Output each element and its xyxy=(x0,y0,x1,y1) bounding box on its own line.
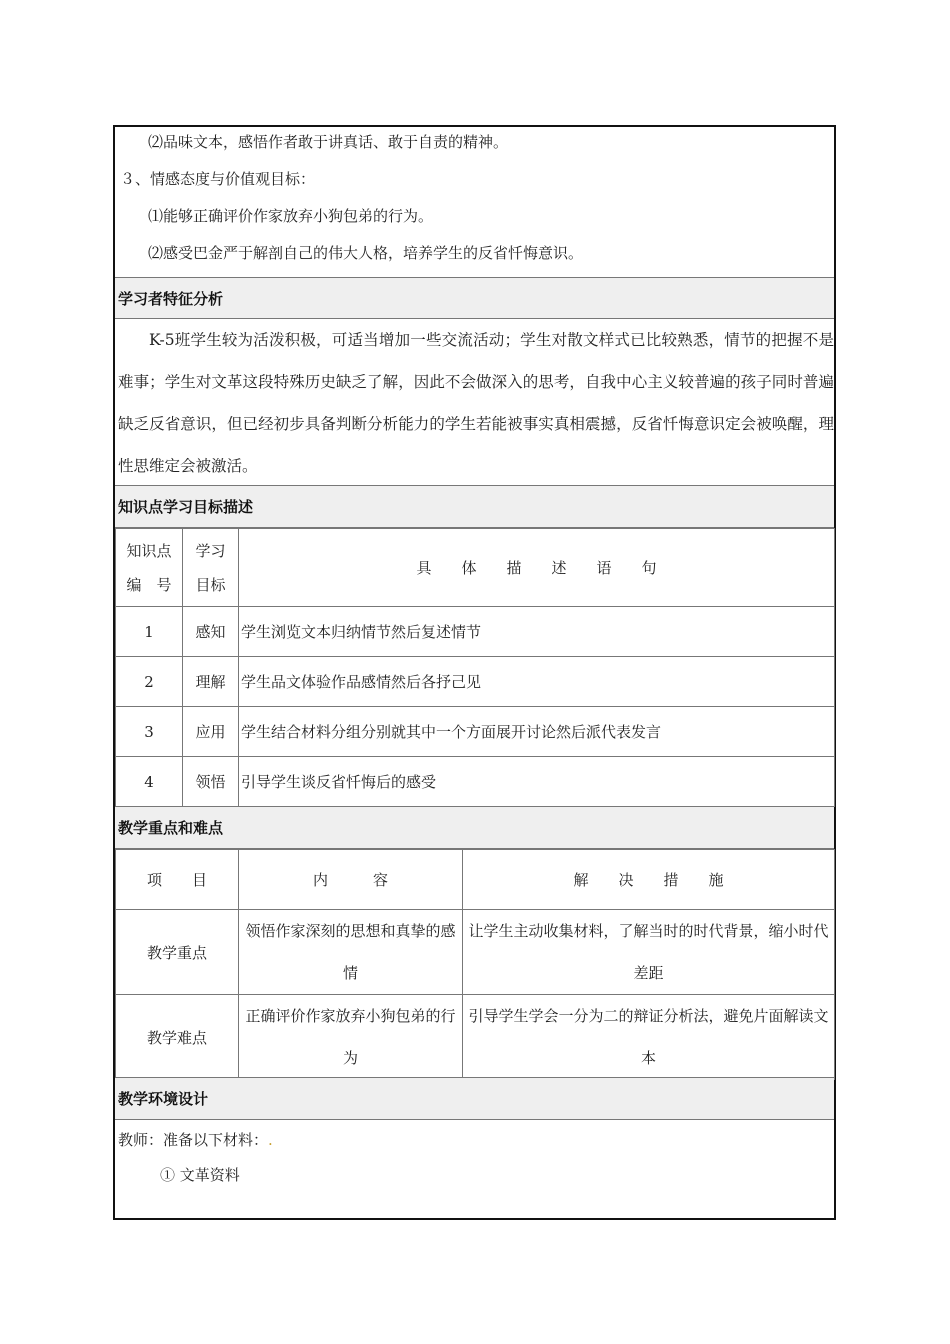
environment-teacher-text: 教师：准备以下材料： xyxy=(118,1131,269,1149)
focus-table xyxy=(115,849,835,1080)
knowledge-col-goal-header xyxy=(183,529,239,607)
focus-solution: 引导学生学会一分为二的辩证分析法，避免片面解读文本 xyxy=(463,995,835,1080)
knowledge-desc: 学生结合材料分组分别就其中一个方面展开讨论然后派代表发言 xyxy=(239,707,835,757)
focus-col-item-header: 项 目 xyxy=(116,850,239,910)
focus-item: 教学重点 xyxy=(116,910,239,995)
knowledge-col-desc-header: 具 体 描 述 语 句 xyxy=(239,529,835,607)
knowledge-col-number-header xyxy=(116,529,183,607)
knowledge-desc: 学生品文体验作品感情然后各抒己见 xyxy=(239,657,835,707)
focus-content: 正确评价作家放弃小狗包弟的行为 xyxy=(239,995,463,1080)
table-row xyxy=(116,757,835,807)
learner-heading: 学习者特征分析 xyxy=(118,290,224,308)
knowledge-desc: 学生浏览文本归纳情节然后复述情节 xyxy=(239,607,835,657)
knowledge-num: 4 xyxy=(116,757,183,807)
focus-col-content-header: 内 容 xyxy=(239,850,463,910)
knowledge-num: 2 xyxy=(116,657,183,707)
knowledge-col-number-b: 编 号 xyxy=(126,575,172,594)
knowledge-table xyxy=(115,528,835,807)
environment-line-2: ① 文革资料 xyxy=(160,1166,240,1184)
knowledge-col-goal-b: 目标 xyxy=(195,575,226,594)
environment-line-1 xyxy=(118,1129,273,1150)
table-row xyxy=(116,657,835,707)
knowledge-goal: 理解 xyxy=(183,657,239,707)
focus-col-solution-header: 解 决 措 施 xyxy=(463,850,835,910)
learner-paragraph: K-5班学生较为活泼积极，可适当增加一些交流活动；学生对散文样式已比较熟悉，情节的把握不是难事；学生对文革这段特殊历史缺乏了解，因此不会做深入的思考，自我中心主义较普遍的孩子同时普遍缺乏反省意识，但已经初步具备判断分析能力的学生若能被事实真相震撼，反省忏悔意识定会被唤醒，理性思维定会被激活。 xyxy=(118,331,834,475)
focus-solution: 让学生主动收集材料，了解当时的时代背景，缩小时代差距 xyxy=(463,910,835,995)
objective-line-3: ⑴能够正确评价作家放弃小狗包弟的行为。 xyxy=(148,207,434,225)
objective-line-2: ３、情感态度与价值观目标： xyxy=(120,170,316,188)
focus-item: 教学难点 xyxy=(116,995,239,1080)
knowledge-col-goal-a: 学习 xyxy=(195,541,226,560)
learner-heading-bar xyxy=(115,277,834,319)
table-row xyxy=(116,995,835,1080)
environment-heading-bar xyxy=(115,1077,834,1120)
focus-content: 领悟作家深刻的思想和真挚的感情 xyxy=(239,910,463,995)
knowledge-num: 3 xyxy=(116,707,183,757)
knowledge-col-number-a: 知识点 xyxy=(126,541,172,560)
lesson-plan-table xyxy=(113,125,836,1220)
knowledge-goal: 领悟 xyxy=(183,757,239,807)
knowledge-goal: 应用 xyxy=(183,707,239,757)
table-row xyxy=(116,707,835,757)
knowledge-heading-bar xyxy=(115,485,834,528)
focus-heading-bar xyxy=(115,806,834,849)
table-row xyxy=(116,910,835,995)
knowledge-heading: 知识点学习目标描述 xyxy=(118,498,254,516)
focus-heading: 教学重点和难点 xyxy=(118,819,224,837)
mark-dot: . xyxy=(268,1131,273,1149)
knowledge-desc: 引导学生谈反省忏悔后的感受 xyxy=(239,757,835,807)
knowledge-num: 1 xyxy=(116,607,183,657)
knowledge-goal: 感知 xyxy=(183,607,239,657)
table-row xyxy=(116,607,835,657)
objective-line-1: ⑵品味文本，感悟作者敢于讲真话、敢于自责的精神。 xyxy=(148,133,509,151)
objective-line-4: ⑵感受巴金严于解剖自己的伟大人格，培养学生的反省忏悔意识。 xyxy=(148,244,584,262)
environment-heading: 教学环境设计 xyxy=(118,1090,209,1108)
